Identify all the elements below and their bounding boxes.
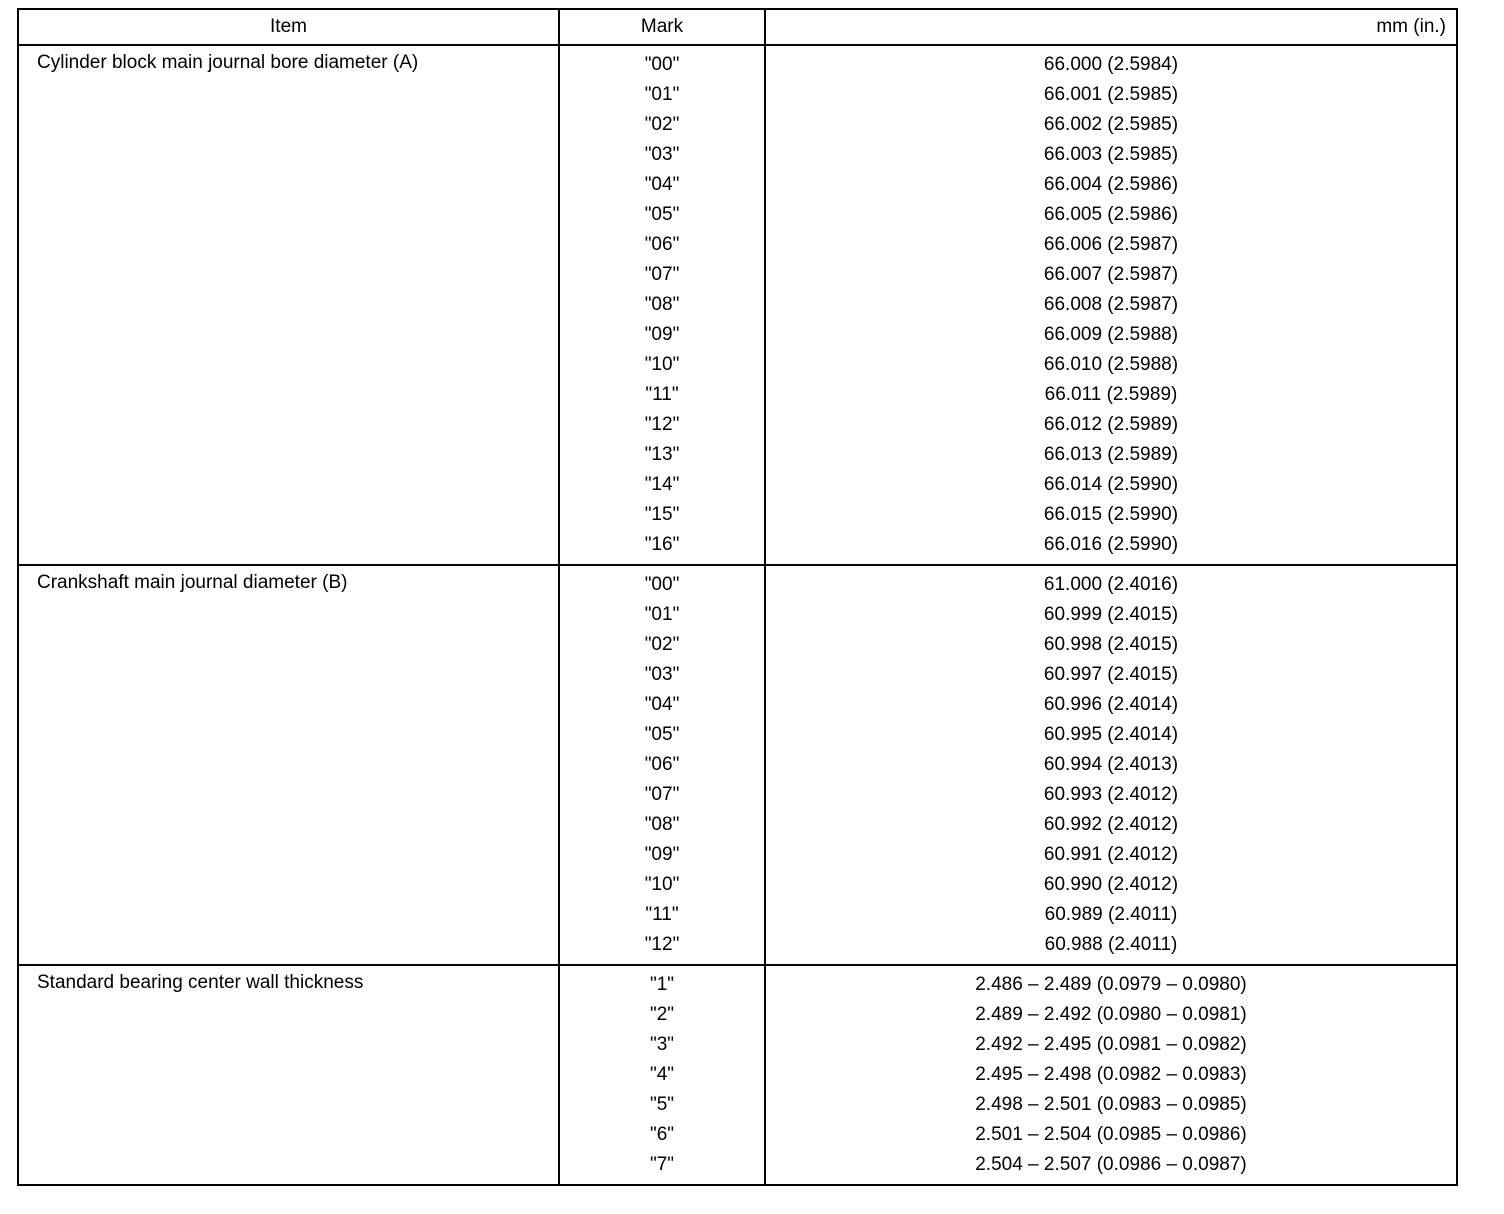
measurement-value: 60.988 (2.4011) bbox=[1044, 934, 1178, 955]
measurement-value: 66.006 (2.5987) bbox=[1043, 234, 1179, 255]
mark-value: "03" bbox=[644, 664, 680, 685]
mark-value: "11" bbox=[645, 904, 679, 925]
mark-value: "6" bbox=[649, 1124, 675, 1145]
measurement-value: 60.992 (2.4012) bbox=[1043, 814, 1179, 835]
measurement-value: 66.015 (2.5990) bbox=[1043, 504, 1179, 525]
measurement-value: 66.016 (2.5990) bbox=[1043, 534, 1179, 555]
mark-value: "08" bbox=[644, 294, 680, 315]
measurement-value: 66.011 (2.5989) bbox=[1044, 384, 1178, 405]
table-section bbox=[18, 565, 1457, 965]
header-unit: mm (in.) bbox=[765, 9, 1457, 45]
mark-value: "09" bbox=[644, 844, 680, 865]
measurement-value: 2.489 – 2.492 (0.0980 – 0.0981) bbox=[975, 1004, 1247, 1025]
mark-cell bbox=[559, 45, 765, 565]
item-label: Cylinder block main journal bore diameter (A) bbox=[18, 45, 559, 565]
mark-cell bbox=[559, 965, 765, 1185]
measurement-value: 66.002 (2.5985) bbox=[1043, 114, 1179, 135]
measurement-value: 66.010 (2.5988) bbox=[1043, 354, 1179, 375]
mark-value: "13" bbox=[644, 444, 680, 465]
mark-value: "05" bbox=[644, 724, 680, 745]
measurement-value: 60.990 (2.4012) bbox=[1043, 874, 1179, 895]
measurement-value: 66.013 (2.5989) bbox=[1043, 444, 1179, 465]
measurement-value: 66.014 (2.5990) bbox=[1043, 474, 1179, 495]
mark-value: "7" bbox=[649, 1154, 675, 1175]
mark-value: "2" bbox=[649, 1004, 675, 1025]
measurement-value: 66.004 (2.5986) bbox=[1043, 174, 1179, 195]
measurement-value: 66.009 (2.5988) bbox=[1043, 324, 1179, 345]
measurement-value: 60.994 (2.4013) bbox=[1043, 754, 1179, 775]
mark-value: "04" bbox=[644, 694, 680, 715]
value-cell bbox=[765, 965, 1457, 1185]
mark-value: "07" bbox=[644, 264, 680, 285]
value-cell bbox=[765, 45, 1457, 565]
mark-value: "00" bbox=[644, 54, 680, 75]
mark-value: "14" bbox=[644, 474, 680, 495]
measurement-value: 61.000 (2.4016) bbox=[1043, 574, 1179, 595]
mark-value: "12" bbox=[644, 414, 680, 435]
measurement-value: 66.008 (2.5987) bbox=[1043, 294, 1179, 315]
mark-value: "10" bbox=[644, 354, 680, 375]
table-row bbox=[18, 45, 1457, 565]
header-row bbox=[18, 9, 1457, 45]
measurement-value: 2.495 – 2.498 (0.0982 – 0.0983) bbox=[975, 1064, 1247, 1085]
measurement-value: 60.996 (2.4014) bbox=[1043, 694, 1179, 715]
table-row bbox=[18, 965, 1457, 1185]
value-cell bbox=[765, 565, 1457, 965]
item-label: Crankshaft main journal diameter (B) bbox=[18, 565, 559, 965]
measurement-value: 66.001 (2.5985) bbox=[1043, 84, 1179, 105]
measurement-value: 60.995 (2.4014) bbox=[1043, 724, 1179, 745]
measurement-value: 2.504 – 2.507 (0.0986 – 0.0987) bbox=[975, 1154, 1247, 1175]
mark-value: "15" bbox=[644, 504, 680, 525]
mark-value: "02" bbox=[644, 114, 680, 135]
mark-value: "01" bbox=[644, 84, 680, 105]
mark-value: "04" bbox=[644, 174, 680, 195]
measurement-value: 60.991 (2.4012) bbox=[1043, 844, 1179, 865]
measurement-value: 60.998 (2.4015) bbox=[1043, 634, 1179, 655]
mark-value: "3" bbox=[649, 1034, 675, 1055]
measurement-value: 2.501 – 2.504 (0.0985 – 0.0986) bbox=[975, 1124, 1247, 1145]
measurement-value: 66.012 (2.5989) bbox=[1043, 414, 1179, 435]
measurement-value: 66.007 (2.5987) bbox=[1043, 264, 1179, 285]
mark-value: "09" bbox=[644, 324, 680, 345]
item-label: Standard bearing center wall thickness bbox=[18, 965, 559, 1185]
measurement-value: 60.989 (2.4011) bbox=[1044, 904, 1178, 925]
measurement-value: 2.492 – 2.495 (0.0981 – 0.0982) bbox=[975, 1034, 1247, 1055]
table-section bbox=[18, 45, 1457, 565]
mark-value: "16" bbox=[644, 534, 680, 555]
measurement-value: 60.993 (2.4012) bbox=[1043, 784, 1179, 805]
specification-table bbox=[17, 8, 1458, 1186]
mark-value: "08" bbox=[644, 814, 680, 835]
measurement-value: 66.000 (2.5984) bbox=[1043, 54, 1179, 75]
mark-value: "12" bbox=[644, 934, 680, 955]
mark-value: "03" bbox=[644, 144, 680, 165]
mark-value: "4" bbox=[649, 1064, 675, 1085]
mark-value: "10" bbox=[644, 874, 680, 895]
mark-cell bbox=[559, 565, 765, 965]
mark-value: "06" bbox=[644, 754, 680, 775]
mark-value: "5" bbox=[649, 1094, 675, 1115]
mark-value: "07" bbox=[644, 784, 680, 805]
mark-value: "02" bbox=[644, 634, 680, 655]
mark-value: "06" bbox=[644, 234, 680, 255]
table-section bbox=[18, 965, 1457, 1185]
measurement-value: 2.498 – 2.501 (0.0983 – 0.0985) bbox=[975, 1094, 1247, 1115]
header-mark: Mark bbox=[559, 9, 765, 45]
measurement-value: 60.997 (2.4015) bbox=[1043, 664, 1179, 685]
mark-value: "00" bbox=[644, 574, 680, 595]
mark-value: "05" bbox=[644, 204, 680, 225]
measurement-value: 66.003 (2.5985) bbox=[1043, 144, 1179, 165]
measurement-value: 60.999 (2.4015) bbox=[1043, 604, 1179, 625]
header-item: Item bbox=[18, 9, 559, 45]
measurement-value: 2.486 – 2.489 (0.0979 – 0.0980) bbox=[975, 974, 1247, 995]
mark-value: "1" bbox=[649, 974, 675, 995]
table-row bbox=[18, 565, 1457, 965]
measurement-value: 66.005 (2.5986) bbox=[1043, 204, 1179, 225]
mark-value: "01" bbox=[644, 604, 680, 625]
mark-value: "11" bbox=[645, 384, 679, 405]
